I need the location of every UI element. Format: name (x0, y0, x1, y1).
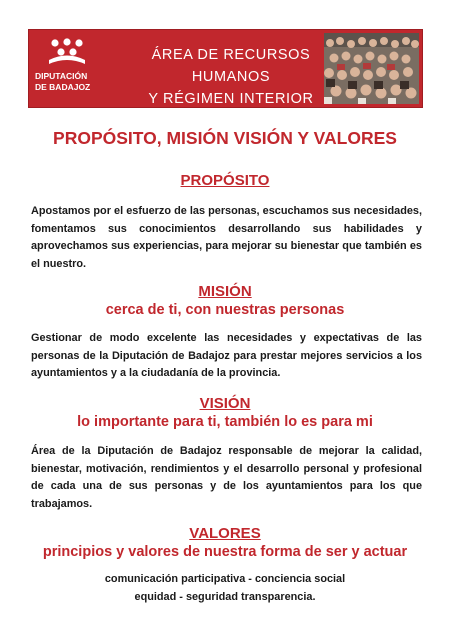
section-text-mision: Gestionar de modo excelente las necesidades y expectativas de las personas de la Diputación de Badajoz para prestar mejores servicios a los ayuntamientos y a la ciudadanía de la provincia. (31, 332, 422, 379)
section-text-vision: Área de la Diputación de Badajoz responsable de mejorar la calidad, bienestar, motivación, rendimientos y el desarrollo personal y profesional de cada una de sus personas y de los ayuntamientos para los que trabajamos. (31, 445, 422, 510)
logo-text-line2: DE BADAJOZ (35, 82, 91, 92)
group-photo (324, 33, 419, 104)
page-title: PROPÓSITO, MISIÓN VISIÓN Y VALORES (53, 128, 397, 148)
banner-title (111, 44, 351, 110)
section-heading-vision: VISIÓN (199, 395, 251, 412)
section-subheading-vision: lo importante para ti, también lo es para mi (77, 414, 373, 430)
valores-line1: comunicación participativa - conciencia social (104, 573, 346, 585)
banner-title-line2: Y RÉGIMEN INTERIOR (148, 91, 314, 107)
header-banner (28, 29, 423, 108)
diputacion-emblem-icon (47, 38, 87, 68)
section-subheading-mision: cerca de ti, con nuestras personas (105, 302, 345, 318)
group-photo-image (324, 33, 419, 104)
banner-title-line1: ÁREA DE RECURSOS HUMANOS (151, 47, 311, 85)
section-heading-valores: VALORES (189, 525, 261, 542)
section-subheading-valores: principios y valores de nuestra forma de ser y actuar (42, 544, 408, 560)
section-heading-proposito: PROPÓSITO (180, 172, 270, 189)
section-text-proposito: Apostamos por el esfuerzo de las personas, escuchamos sus necesidades, fomentamos sus conocimientos desarrollando sus habilidades y aprovechamos sus experiencias, para mejorar su bienestar que también es el nuestro. (31, 205, 422, 270)
section-heading-mision: MISIÓN (198, 283, 252, 300)
diputacion-logo (33, 38, 103, 100)
valores-line2: equidad - seguridad transparencia. (134, 591, 316, 603)
logo-text-line1: DIPUTACIÓN (35, 71, 88, 81)
